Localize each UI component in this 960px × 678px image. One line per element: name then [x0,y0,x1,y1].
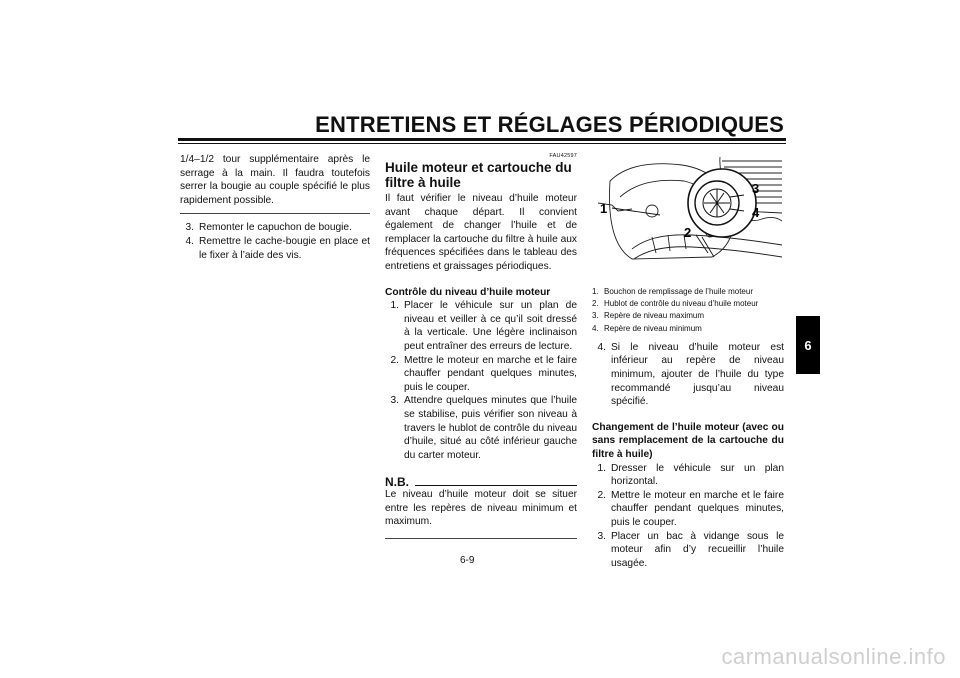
watermark[interactable]: carmanualsonline.info [721,644,946,669]
list-item [385,354,577,395]
list-item [180,221,370,235]
list-item [592,462,784,489]
list-item [385,394,577,462]
page-header-title: ENTRETIENS ET RÉGLAGES PÉRIODIQUES [315,112,784,137]
subheading-oil-change: Changement de l’huile moteur (avec ou sans remplacement de la cartouche du filtre à huile) [592,421,784,460]
note-text: Le niveau d’huile moteur doit se situer entre les repères de niveau minimum et maximum. [385,489,577,528]
note-line [415,485,577,486]
column-3 [592,153,784,570]
reference-code: FAU42597 [549,153,577,159]
engine-illustration [592,153,784,276]
step-number: 3. [185,222,194,234]
column-2 [385,153,577,546]
step-number: 2. [597,489,606,501]
step-number: 2. [390,354,399,366]
chapter-tab [796,316,820,374]
list-item [592,323,784,335]
list-item [180,235,370,262]
step-number: 4. [185,235,194,247]
engine-oil-figure [592,153,784,276]
header-rule-thick [178,138,786,141]
caption-number: 4. [592,323,599,333]
figure-label-1: 1 [600,201,608,216]
list-item [592,530,784,571]
subheading-oil-level-check: Contrôle du niveau d’huile moteur [385,286,551,298]
step-number: 3. [390,395,399,407]
step-text: Si le niveau d’huile moteur est inférieur au repère de niveau minimum, ajouter de l’huile du type recommandé jusqu’au niveau spécifié. [611,341,784,408]
step-number: 3. [597,530,606,542]
step-text: Mettre le moteur en marche et le faire chauffer pendant quelques minutes, puis le couper. [611,489,784,528]
note-bottom-rule [385,538,577,539]
spark-plug-paragraph: 1/4–1/2 tour supplémentaire après le serrage à la main. Il faudra toutefois serrer la bougie au couple spécifié le plus rapidement possible. [180,154,370,206]
page-number: 6-9 [460,555,475,566]
section-title: Huile moteur et cartouche du filtre à huile [385,160,572,190]
step-text: Placer un bac à vidange sous le moteur afin d’y recueillir l’huile usagée. [611,530,784,569]
step-text: Mettre le moteur en marche et le faire chauffer pendant quelques minutes, puis le couper. [404,354,577,393]
note-label: N.B. [385,475,409,490]
caption-number: 1. [592,287,599,296]
list-item [592,341,784,409]
list-item [592,310,784,322]
caption-number: 3. [592,311,599,321]
list-item [592,489,784,530]
step-text: Dresser le véhicule sur un plan horizontal. [611,462,784,488]
step-text: Attendre quelques minutes que l’huile se stabilise, puis vérifier son niveau à travers le hublot de contrôle du niveau d’huile, situé au côté inférieur gauche du carter moteur. [404,395,577,461]
step-number: 4. [597,341,606,353]
caption-text: Bouchon de remplissage de l’huile moteur [604,287,753,296]
intro-paragraph: Il faut vérifier le niveau d’huile moteur avant chaque départ. Il convient également de changer l’huile et de remplacer la cartouche du filtre à huile aux fréquences spécifiées dans le tableau des entretiens et graissages périodiques. [385,193,577,272]
list-item [592,298,784,310]
column-1 [180,153,370,262]
note-header [385,476,577,488]
chapter-tab-label: 6 [804,337,812,353]
step-text: Placer le véhicule sur un plan de niveau et veiller à ce qu’il soit dressé à la verticale. Une légère inclinaison peut entraîner des erreurs de lecture. [404,300,577,352]
header-rule-thin [178,143,786,144]
caption-text: Repère de niveau maximum [604,311,705,321]
step-text: Remettre le cache-bougie en place et le fixer à l’aide des vis. [199,235,370,261]
figure-captions [592,286,784,335]
list-item [592,286,784,298]
step-number: 1. [390,300,399,312]
figure-label-2: 2 [684,225,692,240]
caption-text: Repère de niveau minimum [604,323,702,333]
column-1-divider [180,213,370,214]
caption-number: 2. [592,299,599,309]
list-item [385,299,577,353]
step-number: 1. [597,462,606,474]
caption-text: Hublot de contrôle du niveau d’huile moteur [604,299,759,309]
step-text: Remonter le capuchon de bougie. [199,222,352,234]
figure-label-4: 4 [752,205,760,220]
figure-label-3: 3 [752,181,760,196]
